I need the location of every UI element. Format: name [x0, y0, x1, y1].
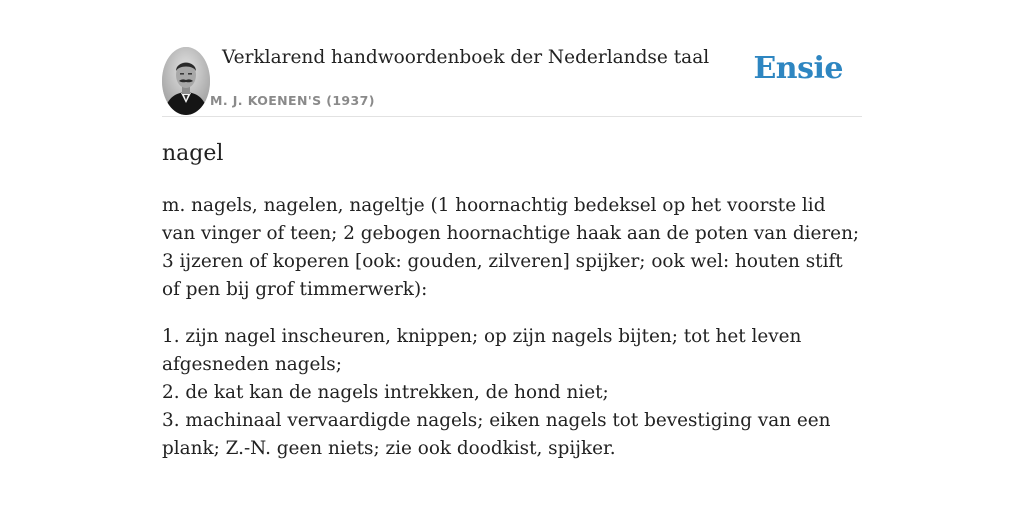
ensie-logo-link[interactable]: Ensie: [753, 51, 843, 86]
example-item: 2. de kat kan de nagels intrekken, de hond niet;: [162, 382, 609, 403]
author-portrait-icon: [162, 47, 210, 115]
entry-headword: nagel: [162, 141, 224, 166]
entry-definition: m. nagels, nagelen, nageltje (1 hoornachtig bedeksel op het voorste lid van vinger of teen; 2 gebogen hoornachtige haak aan de poten van dieren; 3 ijzeren of koperen [ook: gouden, zilveren] spijker; ook wel: houten stift of pen bij grof timmerwerk):: [162, 195, 860, 300]
book-author: M. J. KOENEN'S (1937): [210, 93, 375, 108]
example-item: 3. machinaal vervaardigde nagels; eiken nagels tot bevestiging van een plank; Z.-N. geen niets; zie ook doodkist, spijker.: [162, 410, 831, 459]
page-container: [162, 0, 862, 459]
entry-examples: [162, 323, 862, 463]
dictionary-header: [162, 0, 862, 117]
example-item: 1. zijn nagel inscheuren, knippen; op zijn nagels bijten; tot het leven afgesneden nagels;: [162, 326, 802, 375]
book-title: Verklarend handwoordenboek der Nederlandse taal: [222, 47, 710, 68]
